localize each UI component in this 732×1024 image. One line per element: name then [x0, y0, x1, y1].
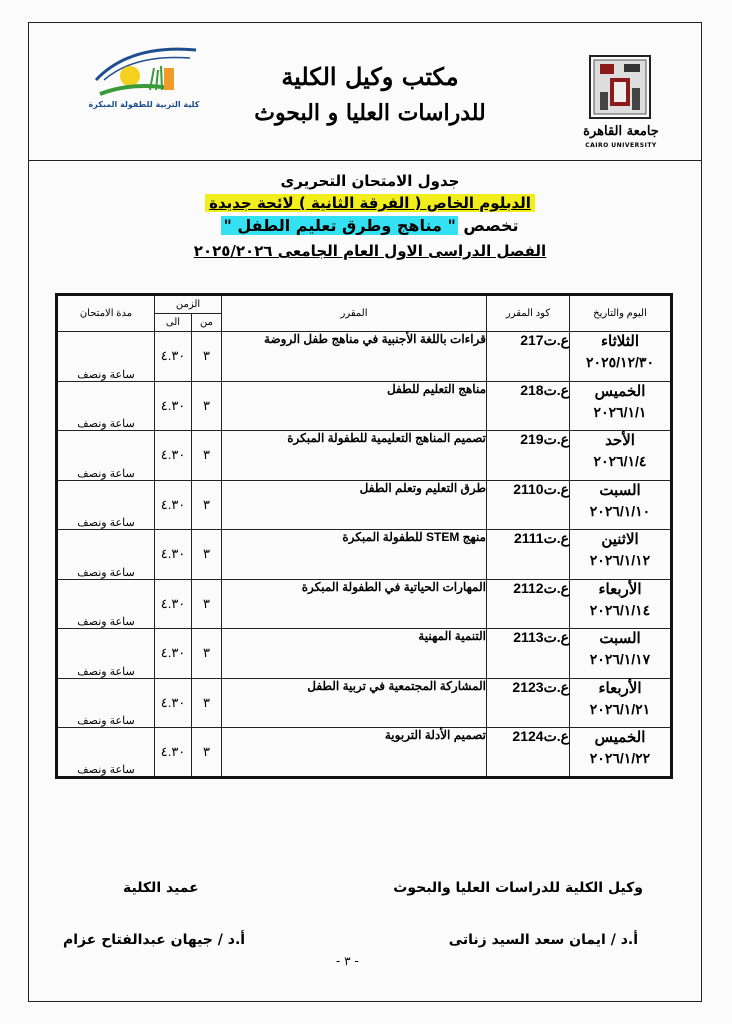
- time-from: ٣: [192, 381, 222, 431]
- day-date-cell: [570, 480, 672, 530]
- office-title-line1: مكتب وكيل الكلية: [281, 62, 459, 91]
- header-course-code: كود المقرر: [487, 295, 570, 332]
- exam-date: ٢٠٢٦/١/١٠: [589, 502, 651, 519]
- course-name: منهج STEM للطفولة المبكرة: [222, 530, 487, 580]
- header-divider: [28, 160, 702, 161]
- day-name: السبت: [599, 630, 641, 647]
- day-name: الأربعاء: [598, 580, 642, 598]
- time-to: ٤.٣٠: [155, 678, 192, 728]
- exam-date: ٢٠٢٦/١/١٧: [589, 651, 651, 667]
- dean-title: عميد الكلية: [123, 880, 199, 896]
- faculty-logo-caption: كلية التربية للطفولة المبكرة: [88, 100, 200, 109]
- course-name: طرق التعليم وتعلم الطفل: [222, 480, 487, 530]
- time-to: ٤.٣٠: [155, 381, 192, 431]
- cairo-logo-english: CAIRO UNIVERSITY: [585, 142, 657, 149]
- exam-date: ٢٠٢٦/١/١٤: [589, 601, 651, 618]
- vice-dean-title: وكيل الكلية للدراسات العليا والبحوث: [393, 880, 643, 896]
- course-code: ع.ت2123: [487, 678, 570, 728]
- day-name: الثلاثاء: [600, 333, 639, 350]
- table-row: [57, 381, 672, 431]
- table-row: [57, 678, 672, 728]
- course-name: المهارات الحياتية في الطفولة المبكرة: [222, 579, 487, 629]
- exam-duration: ساعة ونصف: [57, 431, 155, 481]
- exam-date: ٢٠٢٦/١/١٢: [589, 552, 651, 568]
- time-from: ٣: [192, 629, 222, 679]
- time-from: ٣: [192, 678, 222, 728]
- time-to: ٤.٣٠: [155, 579, 192, 629]
- specialization-prefix: تخصص: [457, 216, 519, 235]
- table-row: [57, 530, 672, 580]
- course-code: ع.ت219: [487, 431, 570, 481]
- course-code: ع.ت2113: [487, 629, 570, 679]
- exam-schedule-title: جدول الامتحان التحريرى: [280, 172, 460, 190]
- time-to: ٤.٣٠: [155, 629, 192, 679]
- specialization-title: [160, 216, 580, 235]
- course-code: ع.ت2111: [487, 530, 570, 580]
- course-code: ع.ت2124: [487, 728, 570, 778]
- course-name: المشاركة المجتمعية في تربية الطفل: [222, 678, 487, 728]
- day-name: الخميس: [594, 382, 646, 400]
- exam-date: ٢٠٢٦/١/١: [593, 403, 647, 420]
- cairo-university-emblem-icon: [588, 52, 652, 122]
- diploma-title-text: الدبلوم الخاص ( الفرقة الثانية ) لائحة جديدة: [205, 194, 535, 212]
- table-row: [57, 728, 672, 778]
- exam-duration: ساعة ونصف: [57, 332, 155, 382]
- exam-schedule-table: [55, 293, 673, 779]
- faculty-emblem-icon: [90, 40, 200, 104]
- time-from: ٣: [192, 332, 222, 382]
- exam-duration: ساعة ونصف: [57, 480, 155, 530]
- specialization-name: " مناهج وطرق تعليم الطفل ": [223, 216, 456, 235]
- course-name: مناهج التعليم للطفل: [222, 381, 487, 431]
- dean-name: أ.د / جيهان عبدالفتاح عزام: [63, 932, 246, 948]
- course-code: ع.ت218: [487, 381, 570, 431]
- table-row: [57, 332, 672, 382]
- cairo-university-logo: [580, 52, 662, 152]
- time-from: ٣: [192, 530, 222, 580]
- day-date-cell: [570, 530, 672, 580]
- exam-date: ٢٠٢٦/١/٢٢: [589, 750, 651, 766]
- time-from: ٣: [192, 431, 222, 481]
- day-name: الاثنين: [601, 531, 639, 548]
- course-name: تصميم الأدلة التربوية: [222, 728, 487, 778]
- table-row: [57, 579, 672, 629]
- course-code: ع.ت217: [487, 332, 570, 382]
- time-to: ٤.٣٠: [155, 480, 192, 530]
- day-date-cell: [570, 728, 672, 778]
- time-to: ٤.٣٠: [155, 431, 192, 481]
- day-date-cell: [570, 332, 672, 382]
- exam-date: ٢٠٢٦/١/٤: [593, 453, 647, 469]
- course-name: التنمية المهنية: [222, 629, 487, 679]
- day-name: الأربعاء: [598, 679, 642, 697]
- day-name: الخميس: [594, 729, 646, 746]
- exam-duration: ساعة ونصف: [57, 530, 155, 580]
- time-to: ٤.٣٠: [155, 530, 192, 580]
- exam-duration: ساعة ونصف: [57, 381, 155, 431]
- course-name: تصميم المناهج التعليمية للطفولة المبكرة: [222, 431, 487, 481]
- day-date-cell: [570, 431, 672, 481]
- vice-dean-name: أ.د / ايمان سعد السيد زناتى: [448, 932, 638, 948]
- course-code: ع.ت2110: [487, 480, 570, 530]
- day-name: السبت: [599, 481, 641, 499]
- time-from: ٣: [192, 480, 222, 530]
- exam-duration: ساعة ونصف: [57, 678, 155, 728]
- diploma-title: [160, 194, 580, 212]
- table-row: [57, 431, 672, 481]
- day-name: الأحد: [605, 432, 635, 449]
- day-date-cell: [570, 678, 672, 728]
- table-row: [57, 480, 672, 530]
- day-date-cell: [570, 629, 672, 679]
- exam-duration: ساعة ونصف: [57, 579, 155, 629]
- exam-duration: ساعة ونصف: [57, 728, 155, 778]
- course-code: ع.ت2112: [487, 579, 570, 629]
- course-name: قراءات باللغة الأجنبية في مناهج طفل الروضة: [222, 332, 487, 382]
- office-title-line2: للدراسات العليا و البحوث: [254, 100, 486, 126]
- table-row: [57, 629, 672, 679]
- header-time: الزمن: [155, 295, 222, 314]
- time-from: ٣: [192, 728, 222, 778]
- header-from: من: [192, 314, 222, 332]
- header-to: الى: [155, 314, 192, 332]
- cairo-logo-arabic: جامعة القاهرة: [583, 124, 659, 139]
- time-to: ٤.٣٠: [155, 332, 192, 382]
- day-date-cell: [570, 381, 672, 431]
- header-day-date: اليوم والتاريخ: [570, 295, 672, 332]
- time-to: ٤.٣٠: [155, 728, 192, 778]
- page-number: - ٣ -: [336, 954, 359, 968]
- exam-duration: ساعة ونصف: [57, 629, 155, 679]
- day-date-cell: [570, 579, 672, 629]
- exam-date: ٢٠٢٥/١٢/٣٠: [586, 354, 654, 370]
- time-from: ٣: [192, 579, 222, 629]
- header-duration: مدة الامتحان: [57, 295, 155, 332]
- exam-date: ٢٠٢٦/١/٢١: [589, 700, 651, 717]
- header-course: المقرر: [222, 295, 487, 332]
- semester-title: الفصل الدراسى الاول العام الجامعى ٢٠٢٥/٢٠٢٦: [193, 242, 547, 260]
